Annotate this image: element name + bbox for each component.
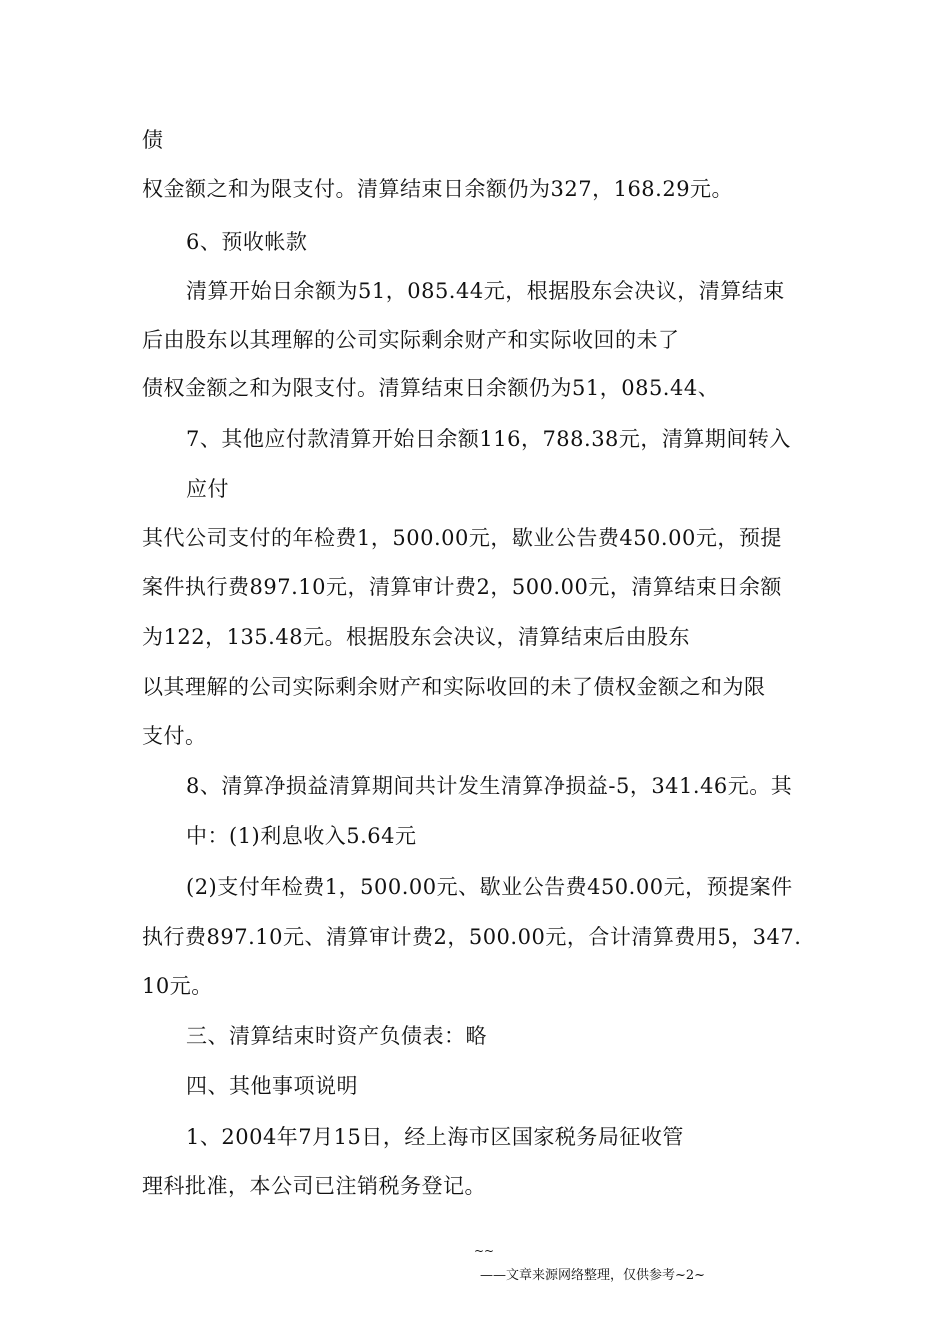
section-heading: 四、其他事项说明 [186, 1074, 358, 1098]
paragraph-line: 理科批准，本公司已注销税务登记。 [142, 1174, 486, 1198]
paragraph-line: 后由股东以其理解的公司实际剩余财产和实际收回的未了 [142, 328, 680, 352]
paragraph-line: 10元。 [142, 974, 213, 998]
paragraph-line: 应付 [186, 477, 229, 501]
paragraph-line: 为122，135.48元。根据股东会决议，清算结束后由股东 [142, 625, 691, 649]
footer-mark: ~~ [474, 1244, 495, 1258]
paragraph-line: 债 [142, 128, 164, 152]
paragraph-line: 案件执行费897.10元，清算审计费2，500.00元，清算结束日余额 [142, 575, 782, 599]
paragraph-line: 8、清算净损益清算期间共计发生清算净损益-5，341.46元。其 [186, 774, 793, 798]
section-heading: 6、预收帐款 [186, 230, 308, 254]
paragraph-line: 执行费897.10元、清算审计费2，500.00元，合计清算费用5，347. [142, 925, 802, 949]
paragraph-line: (2)支付年检费1，500.00元、歇业公告费450.00元，预提案件 [186, 875, 793, 899]
paragraph-line: 权金额之和为限支付。清算结束日余额仍为327，168.29元。 [142, 177, 734, 201]
paragraph-line: 中：(1)利息收入5.64元 [186, 824, 417, 848]
paragraph-line: 债权金额之和为限支付。清算结束日余额仍为51，085.44、 [142, 376, 720, 400]
paragraph-line: 以其理解的公司实际剩余财产和实际收回的未了债权金额之和为限 [142, 675, 766, 699]
paragraph-line: 1、2004年7月15日，经上海市区国家税务局征收管 [186, 1125, 684, 1149]
paragraph-line: 其代公司支付的年检费1，500.00元，歇业公告费450.00元，预提 [142, 526, 782, 550]
footer-note: ——文章来源网络整理，仅供参考~2~ [480, 1268, 706, 1283]
paragraph-line: 7、其他应付款清算开始日余额116，788.38元，清算期间转入 [186, 427, 791, 451]
paragraph-line: 支付。 [142, 724, 207, 748]
section-heading: 三、清算结束时资产负债表：略 [186, 1024, 487, 1048]
paragraph-line: 清算开始日余额为51，085.44元，根据股东会决议，清算结束 [186, 279, 785, 303]
